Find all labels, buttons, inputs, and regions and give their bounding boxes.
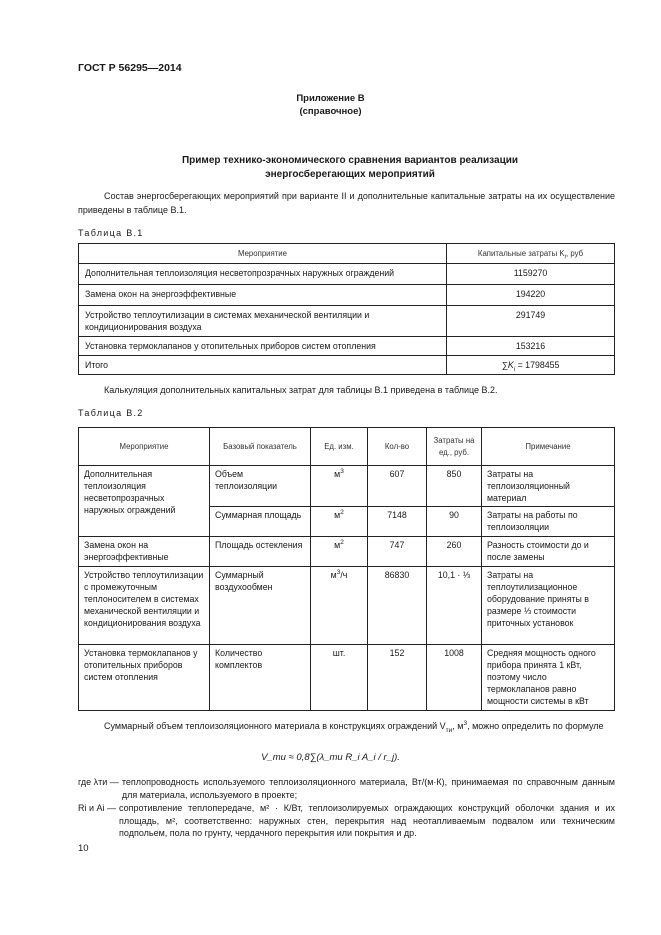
table1-cell-value: 291749 (447, 306, 615, 337)
table-row (79, 264, 615, 285)
table2-cell-base: Объем теплоизоляции (210, 466, 311, 507)
table2-cell-note: Средняя мощность одного прибора принята 1 кВт, поэтому число термоклапанов равно мощности системы в кВт (482, 645, 615, 711)
where-item (78, 776, 615, 801)
table2-cell-base: Суммарная площадь (210, 507, 311, 537)
table2-cell-unit: $м^2$ (311, 507, 368, 537)
table2-cell-note: Разность стоимости до и после замены (482, 537, 615, 567)
table2-header-measure: Мероприятие (79, 428, 210, 466)
table1-cell-value: 194220 (447, 285, 615, 306)
page-number: 10 (78, 843, 89, 854)
intro-paragraph: Состав энергосберегающих мероприятий при варианте II и дополнительные капитальные затраты на их осуществление приведены в таблице В.1. (78, 191, 615, 215)
table2-cell-unit: $м^2$ (311, 537, 368, 567)
table1-cell-value: 1159270 (447, 264, 615, 285)
where-text: теплопроводность используемого теплоизоляционного материала, Вт/(м·К), принимаемая по справочным данным для материала, используемого в проекте; (121, 777, 615, 800)
table2-header-cost: Затраты на ед., руб. (427, 428, 482, 466)
table1-cell-measure: Устройство теплоутилизации в системах механической вентиляции и кондиционирования воздуха (79, 306, 447, 337)
where-item (78, 802, 615, 840)
formula: V_ти ≈ 0,8∑(λ_ти R_i A_i / r_j). (261, 752, 400, 763)
table2-cell-cost: 10,1 · ⅓ (427, 567, 482, 645)
table2-cell-cost: 260 (427, 537, 482, 567)
table-row (79, 356, 615, 375)
table2-cell-base: Суммарный воздухообмен (210, 567, 311, 645)
table2-cell-cost: 1008 (427, 645, 482, 711)
table1-caption: Таблица В.1 (78, 228, 144, 238)
table2-cell-measure: Дополнительная теплоизоляция несветопрозрачных наружных ограждений (79, 466, 210, 537)
table1-cell-value: 153216 (447, 337, 615, 356)
table1-cell-measure: Замена окон на энергоэффективные (79, 285, 447, 306)
table2-cell-measure: Устройство теплоутилизации с промежуточным теплоносителем в системах механической вентиляции и кондиционирования воздуха (79, 567, 210, 645)
table2-header-note: Примечание (482, 428, 615, 466)
where-block (78, 776, 615, 840)
table-row (79, 337, 615, 356)
table2-cell-qty: 747 (368, 537, 427, 567)
table-row (79, 306, 615, 337)
table2-cell-unit: $м^3/ч$ (311, 567, 368, 645)
appendix-title: Приложение В (296, 93, 365, 104)
table2-cell-qty: 7148 (368, 507, 427, 537)
table-row (79, 537, 615, 567)
table2-cell-note: Затраты на работы по теплоизоляции (482, 507, 615, 537)
table1-total-value: $\sum K_i = 1798455$ (447, 356, 615, 375)
table2-cell-qty: 86830 (368, 567, 427, 645)
table2-header-qty: Кол-во (368, 428, 427, 466)
table2-cell-measure: Замена окон на энергоэффективные (79, 537, 210, 567)
where-text: сопротивление теплопередаче, м² · К/Вт, теплоизолируемых ограждающих конструкций оболочки здания и их площадь, м², соответственно: наружных стен, перекрытия над неотапливаемым подвалом или техническим подпольем, пола по грунту, чердачного перекрытия или покрытия и др. (119, 803, 615, 838)
table2-cell-cost: 850 (427, 466, 482, 507)
table1-total-label: Итого (79, 356, 447, 375)
table2-header-base: Базовый показатель (210, 428, 311, 466)
section-title-line-2: энергосберегающих мероприятий (265, 169, 435, 180)
table2-cell-measure: Установка термоклапанов у отопительных приборов систем отопления (79, 645, 210, 711)
table2-cell-qty: 152 (368, 645, 427, 711)
appendix-subtitle: (справочное) (299, 106, 362, 117)
section-title-line-1: Пример технико-экономического сравнения вариантов реализации (181, 155, 519, 166)
table2-cell-qty: 607 (368, 466, 427, 507)
where-symbol: Ri и Ai — (78, 803, 117, 813)
table2 (78, 427, 615, 711)
where-symbol: где λти — (78, 777, 119, 787)
table1-header-cost: Капитальные затраты $K_i$, руб (447, 244, 615, 264)
calc-paragraph: Калькуляция дополнительных капитальных затрат для таблицы В.1 приведена в таблице В.2. (104, 385, 498, 395)
table-row (79, 567, 615, 645)
table2-cell-unit: шт. (311, 645, 368, 711)
table1 (78, 243, 615, 375)
table2-cell-base: Площадь остекления (210, 537, 311, 567)
table2-caption: Таблица В.2 (78, 408, 144, 418)
table1-header-measure: Мероприятие (79, 244, 447, 264)
table-row (79, 466, 615, 507)
section-title (110, 154, 590, 182)
table2-cell-note: Затраты на теплоизоляционный материал (482, 466, 615, 507)
table2-header-unit: Ед. изм. (311, 428, 368, 466)
volume-paragraph: Суммарный объем теплоизоляционного материала в конструкциях ограждений $V_{ти}$, $м^3$, можно определить по формуле (104, 720, 604, 734)
table1-cell-measure: Дополнительная теплоизоляция несветопрозрачных наружных ограждений (79, 264, 447, 285)
table2-cell-cost: 90 (427, 507, 482, 537)
table1-cell-measure: Установка термоклапанов у отопительных приборов систем отопления (79, 337, 447, 356)
standard-number: ГОСТ Р 56295—2014 (78, 62, 182, 74)
table2-cell-unit: $м^3$ (311, 466, 368, 507)
table-row (79, 285, 615, 306)
table-row (79, 645, 615, 711)
table2-cell-base: Количество комплектов (210, 645, 311, 711)
table2-cell-note: Затраты на теплоутилизационное оборудование приняты в размере ⅓ стоимости приточных установок (482, 567, 615, 645)
